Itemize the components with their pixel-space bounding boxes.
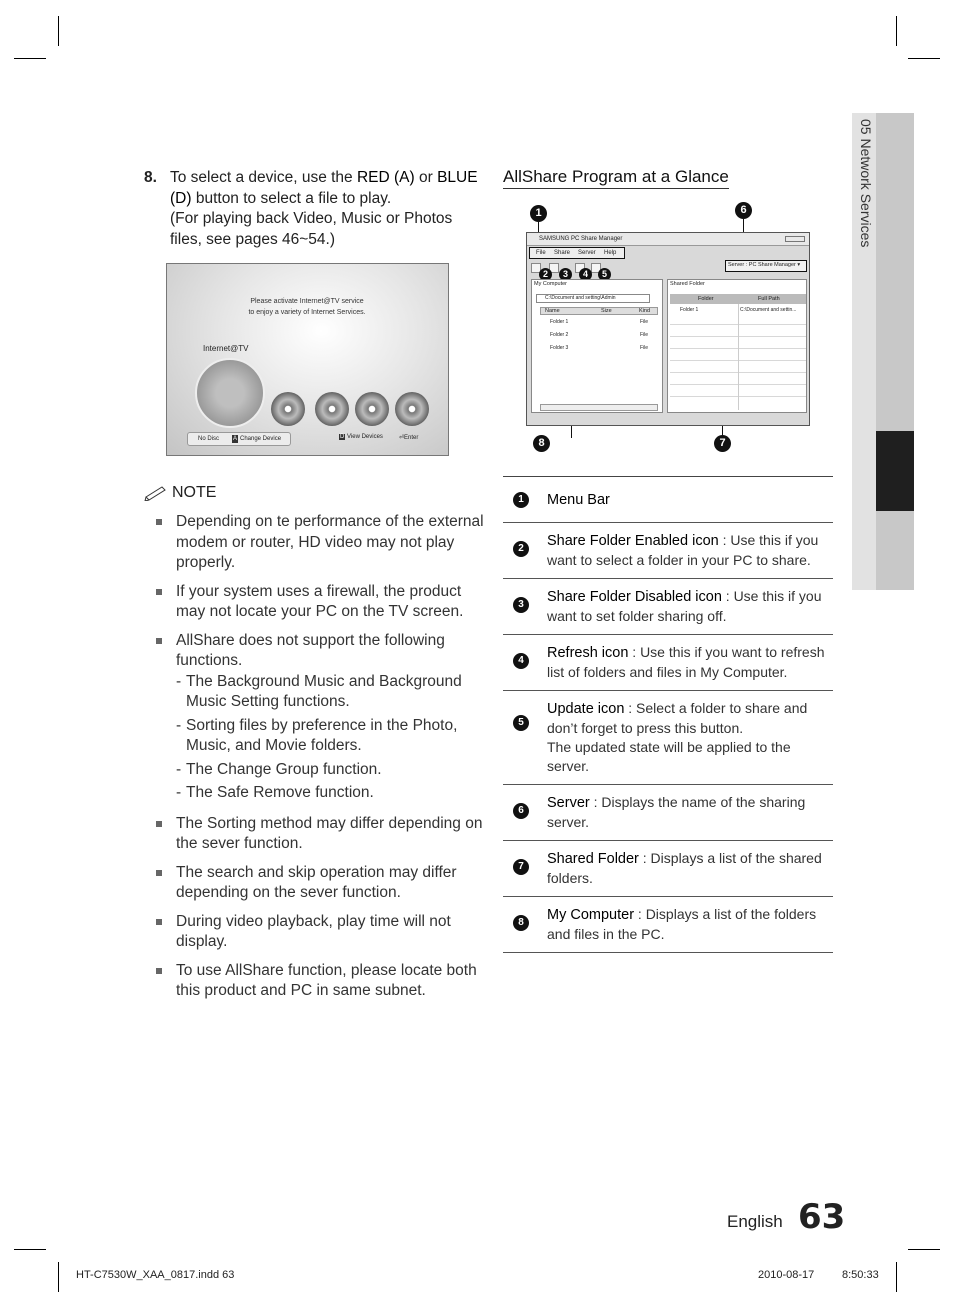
- tv-screenshot: [166, 263, 449, 456]
- file-row-name: Folder 1: [550, 319, 569, 325]
- note-subitem: [176, 760, 486, 781]
- window-title-bar: [527, 233, 809, 246]
- dash: -: [176, 784, 182, 801]
- legend-name: Refresh icon: [547, 645, 629, 661]
- note-item: [156, 863, 486, 904]
- file-row-kind: File: [640, 319, 649, 325]
- file-row-name: Folder 2: [550, 332, 569, 338]
- shared-row-path: C:\Document and settin...: [740, 307, 797, 313]
- legend-name: Share Folder Disabled icon: [547, 589, 722, 605]
- legend-marker: 5: [513, 715, 529, 731]
- tv-status-bar: [187, 432, 291, 446]
- legend-desc: : Use this if you want to select a folder in your PC to share.: [547, 532, 819, 568]
- note-item-text: AllShare does not support the following functions.: [176, 631, 445, 669]
- blue-button-label: BLUE (D): [170, 169, 478, 207]
- legend-row: [503, 477, 833, 523]
- legend-marker: 7: [513, 859, 529, 875]
- my-computer-title: My Computer: [534, 281, 568, 287]
- column-kind[interactable]: Kind: [639, 308, 651, 314]
- tv-message-line2: to enjoy a variety of Internet Services.: [248, 309, 366, 316]
- dash: -: [176, 760, 182, 778]
- file-row[interactable]: [542, 318, 658, 326]
- note-item: [156, 912, 486, 953]
- note-item-text: To use AllShare function, please locate both this product and PC in same subnet.: [176, 961, 477, 999]
- step-number: 8.: [144, 169, 157, 186]
- view-devices-label: View Devices: [347, 434, 383, 440]
- chapter-side-tab: [852, 113, 914, 590]
- crop-mark: [14, 1249, 46, 1250]
- crop-mark: [58, 1262, 59, 1292]
- my-computer-pane: [531, 279, 663, 413]
- chevron-down-icon: ▾: [797, 262, 801, 268]
- enter-label: Enter: [404, 435, 419, 441]
- slug-date: 2010-08-17: [758, 1269, 815, 1281]
- path-value: C:\Document and setting\Admin: [545, 295, 616, 301]
- menu-share[interactable]: Share: [554, 250, 571, 256]
- column-name[interactable]: Name: [545, 308, 560, 314]
- tv-message-line1: Please activate Internet@TV service: [250, 298, 364, 305]
- crop-mark: [896, 16, 897, 46]
- legend-name: Share Folder Enabled icon: [547, 533, 719, 549]
- step-text-line2: (For playing back Video, Music or Photos files, see pages 46~54.): [170, 210, 453, 248]
- dash: -: [176, 716, 182, 734]
- red-button-label: RED (A): [356, 169, 415, 186]
- view-devices-hint: [339, 434, 383, 440]
- side-tab-marker: [876, 431, 914, 511]
- server-selector[interactable]: [725, 260, 807, 272]
- crop-mark: [14, 58, 46, 59]
- pc-share-manager-window: [526, 232, 810, 426]
- internet-tv-icon[interactable]: [195, 358, 265, 428]
- step-instruction: [144, 168, 484, 250]
- shared-folder-pane: [667, 279, 807, 413]
- page-number: 63: [798, 1197, 846, 1237]
- note-item: [156, 582, 486, 623]
- section-title: AllShare Program at a Glance: [503, 167, 729, 189]
- video-disc-icon[interactable]: [271, 392, 305, 426]
- step-text-pre: To select a device, use the: [170, 169, 357, 186]
- callout-marker: 8: [533, 435, 550, 452]
- note-subitem-text: The Change Group function.: [186, 760, 382, 778]
- note-subitem-text: The Background Music and Background Music Setting functions.: [186, 672, 462, 710]
- legend-desc: : Use this if you want to set folder sharing off.: [547, 588, 822, 624]
- slug-time: 8:50:33: [842, 1269, 879, 1281]
- callout-marker: 5: [598, 268, 611, 281]
- legend-marker: 1: [513, 492, 529, 508]
- step-text: [170, 168, 484, 250]
- note-title: NOTE: [172, 484, 217, 501]
- no-disc-label: No Disc: [198, 436, 220, 442]
- enter-hint: [399, 434, 418, 441]
- shared-list-header: [670, 294, 806, 304]
- legend-marker: 2: [513, 541, 529, 557]
- file-row-kind: File: [640, 332, 649, 338]
- legend-desc: : Select a folder to share and don’t forget to press this button.: [547, 700, 808, 736]
- slug-file: HT-C7530W_XAA_0817.indd 63: [76, 1269, 235, 1281]
- crop-mark: [58, 16, 59, 46]
- music-disc-icon[interactable]: [315, 392, 349, 426]
- shared-row-folder: Folder 1: [680, 307, 699, 313]
- file-row-name: Folder 3: [550, 345, 569, 351]
- menu-file[interactable]: File: [536, 250, 546, 256]
- legend-row: [503, 691, 833, 785]
- legend-name: My Computer: [547, 907, 635, 923]
- note-item-text: During video playback, play time will not display.: [176, 912, 451, 950]
- window-title: SAMSUNG PC Share Manager: [539, 236, 623, 242]
- note-subitem: [176, 672, 486, 713]
- horizontal-scrollbar[interactable]: [540, 404, 658, 411]
- column-divider: [738, 304, 739, 410]
- note-item-text: Depending on te performance of the external modem or router, HD video may not play properly.: [176, 513, 484, 571]
- legend-marker: 3: [513, 597, 529, 613]
- legend-marker: 8: [513, 915, 529, 931]
- legend-name: Menu Bar: [547, 492, 610, 508]
- legend-marker: 6: [513, 803, 529, 819]
- legend-desc: : Displays the name of the sharing server.: [547, 794, 806, 830]
- column-size[interactable]: Size: [601, 308, 612, 314]
- note-item: [156, 961, 486, 1002]
- legend-name: Server: [547, 795, 590, 811]
- legend-row: [503, 785, 833, 841]
- pencil-icon: [144, 485, 168, 501]
- column-folder[interactable]: Folder: [698, 296, 714, 302]
- change-device-label: Change Device: [240, 436, 282, 442]
- callout-marker: 7: [714, 435, 731, 452]
- note-item-text: The search and skip operation may differ depending on the sever function.: [176, 863, 457, 901]
- legend-row: [503, 841, 833, 897]
- d-key-badge: D: [340, 434, 345, 440]
- file-row[interactable]: [542, 344, 658, 352]
- note-item-text: If your system uses a firewall, the product may not locate your PC on the TV screen.: [176, 582, 464, 620]
- a-key-badge: A: [233, 436, 238, 442]
- legend-desc: : Displays a list of the folders and files in the PC.: [547, 906, 817, 942]
- legend-desc: : Use this if you want to refresh list of folders and files in My Computer.: [547, 644, 825, 680]
- legend-row: [503, 897, 833, 953]
- legend-name: Update icon: [547, 701, 625, 717]
- menu-bar: [529, 247, 625, 259]
- crop-mark: [908, 58, 940, 59]
- file-row[interactable]: [542, 331, 658, 339]
- callout-marker: 4: [579, 268, 592, 281]
- window-controls[interactable]: [785, 236, 805, 242]
- internet-tv-label: Internet@TV: [203, 344, 249, 353]
- callout-marker: 6: [735, 202, 752, 219]
- server-label: Server : PC Share Manager: [728, 262, 796, 268]
- legend-table: [503, 476, 833, 953]
- settings-disc-icon[interactable]: [395, 392, 429, 426]
- crop-mark: [908, 1249, 940, 1250]
- callout-marker: 3: [559, 268, 572, 281]
- legend-name: Shared Folder: [547, 851, 639, 867]
- note-list: [156, 512, 486, 1002]
- dash: -: [176, 672, 182, 690]
- step-text-mid: or: [414, 169, 438, 186]
- column-full-path[interactable]: Full Path: [758, 296, 780, 302]
- note-subitem-text: Sorting files by preference in the Photo, Music, and Movie folders.: [186, 716, 458, 754]
- legend-row: [503, 523, 833, 579]
- legend-row: [503, 579, 833, 635]
- legend-desc: : Displays a list of the shared folders.: [547, 850, 822, 886]
- file-row-kind: File: [640, 345, 649, 351]
- tv-message: [207, 296, 407, 318]
- legend-row: [503, 635, 833, 691]
- callout-marker: 1: [530, 205, 547, 222]
- menu-server[interactable]: Server: [578, 250, 596, 256]
- menu-help[interactable]: Help: [604, 250, 617, 256]
- note-subitem-text: The Safe Remove function.: [186, 784, 374, 801]
- callout-marker: 2: [539, 268, 552, 281]
- note-subitem: [176, 716, 486, 757]
- note-item: [156, 814, 486, 855]
- chapter-label: 05 Network Services: [858, 119, 874, 248]
- note-subitem: [176, 783, 486, 804]
- enter-icon: ⏎: [399, 435, 405, 441]
- note-item: [156, 512, 486, 574]
- shared-folder-title: Shared Folder: [670, 281, 705, 287]
- legend-extra: The updated state will be applied to the server.: [547, 739, 791, 774]
- footer-language: English: [727, 1212, 783, 1231]
- note-item-text: The Sorting method may differ depending on the sever function.: [176, 814, 483, 852]
- photo-disc-icon[interactable]: [355, 392, 389, 426]
- side-tab-band: [876, 113, 914, 590]
- note-heading: [144, 484, 216, 502]
- path-field[interactable]: [536, 294, 650, 303]
- step-text-post: button to select a file to play.: [191, 189, 392, 207]
- note-item: [156, 631, 486, 804]
- file-list-header: [540, 307, 658, 315]
- crop-mark: [896, 1262, 897, 1292]
- legend-marker: 4: [513, 653, 529, 669]
